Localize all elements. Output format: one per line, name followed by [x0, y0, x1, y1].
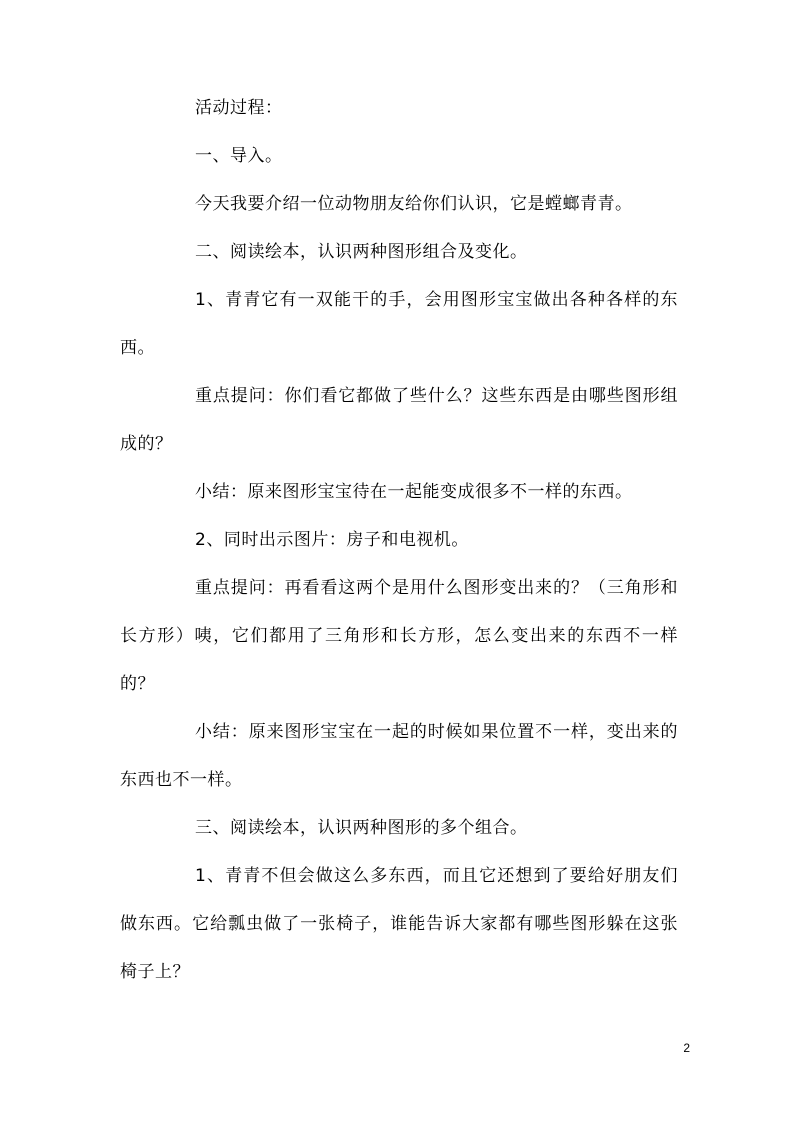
paragraph-section-three: 三、阅读绘本，认识两种图形的多个组合。 [195, 818, 528, 838]
paragraph-section-intro: 一、导入。 [195, 146, 283, 166]
paragraph-step-one: 1、青青它有一双能干的手，会用图形宝宝做出各种各样的东西。 [120, 290, 678, 358]
paragraph-key-question-two: 重点提问：再看看这两个是用什么图形变出来的？（三角形和长方形）咦，它们都用了三角形和长方形，怎么变出来的东西不一样的？ [120, 578, 678, 694]
paragraph-step-two: 2、同时出示图片：房子和电视机。 [195, 530, 469, 550]
page-number: 2 [683, 1041, 690, 1055]
paragraph-section-two: 二、阅读绘本，认识两种图形组合及变化。 [195, 242, 528, 262]
paragraph-summary-one: 小结：原来图形宝宝待在一起能变成很多不一样的东西。 [195, 482, 633, 502]
paragraph-intro-text: 今天我要介绍一位动物朋友给你们认识，它是螳螂青青。 [195, 194, 633, 214]
document-body [120, 84, 678, 996]
paragraph-step-three: 1、青青不但会做这么多东西，而且它还想到了要给好朋友们做东西。它给瓢虫做了一张椅子，谁能告诉大家都有哪些图形躲在这张椅子上？ [120, 866, 678, 982]
paragraph-key-question-one: 重点提问：你们看它都做了些什么？这些东西是由哪些图形组成的？ [120, 386, 678, 454]
paragraph-summary-two: 小结：原来图形宝宝在一起的时候如果位置不一样，变出来的东西也不一样。 [120, 722, 678, 790]
paragraph-activity-process: 活动过程： [195, 98, 283, 118]
